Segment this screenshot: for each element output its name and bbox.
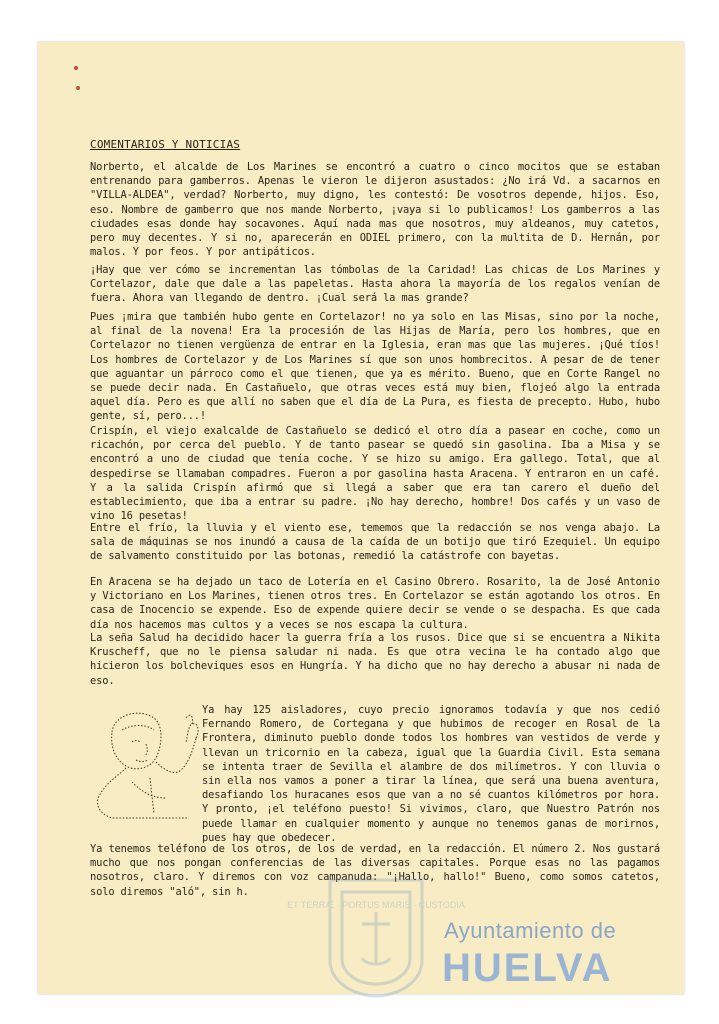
paragraph-salud: La seña Salud ha decidido hacer la guerra fría a los rusos. Dice que si se encuentra a Nikita Kruscheff, que no le piensa saludar ni nada. Es que otra vecina le ha contado algo que hicieron los bolcheviques esos en Hungría. Y ha dicho que no hay derecho a abusar ni nada de eso. xyxy=(90,632,660,687)
ink-mark xyxy=(76,86,80,90)
paragraph-crispin: Crispín, el viejo exalcalde de Castañuelo se dedicó el otro día a pasear en coche, como un ricachón, por cerca del pueblo. Y de tanto pasear se quedó sin gasolina. Iba a Misa y se encontró a uno de ciudad que tenía coche. Y se hizo su amigo. Era gallego. Total, que al despedirse se llamaban compadres. Fueron a por gasolina hasta Aracena. Y entraron en un café. Y a la salida Crispín afirmó que si llegá a saber que era tan carero el dueño del establecimiento, que iba a entrar su padre. ¡No hay derecho, hombre! Dos cafés y un vaso de vino 16 pesetas! xyxy=(90,425,660,523)
watermark-line-1: Ayuntamiento de xyxy=(444,918,617,943)
paragraph-norberto: Norberto, el alcalde de Los Marines se encontró a cuatro o cinco mocitos que se estaban entrenando para gamberros. Apenas le vieron le dijeron asustados: ¿No irá Vd. a sacarnos en "VILLA-ALDEA", verdad? Norberto, muy digno, les contestó: De vosotros depende, hijos. Eso, eso. Nombre de gamberro que nos mande Norberto, ¡vaya si lo publicamos! Los gamberros a las ciudades esas donde hay socavones. Aquí nada mas que nosotros, muy aldeanos, muy catetos, pero muy decentes. Y si no, aparecerán en ODIEL primero, con la multita de D. Hernán, por malos. Y por feos. Y por antipáticos. xyxy=(90,161,660,259)
watermark-line-2: HUELVA xyxy=(442,946,613,990)
priest-sketch-illustration xyxy=(92,702,204,822)
paragraph-loteria: En Aracena se ha dejado un taco de Lotería en el Casino Obrero. Rosarito, la de José Antonio y Victoriano en Los Marines, tienen otros tres. En Cortelazor se están agotando los otros. En casa de Inocencio se expende. Eso de expende quiere decir se vende o se despacha. Es que cada día nos hacemos mas cultos y a veces se nos escapa la cultura. xyxy=(90,576,660,631)
page-heading: COMENTARIOS Y NOTICIAS xyxy=(90,138,241,151)
paragraph-redaccion: Entre el frío, la lluvia y el viento ese, tememos que la redacción se nos venga abajo. La sala de máquinas se nos inundó a causa de la caída de un botijo que tiró Ezequiel. Un equipo de salvamento constituido por las botonas, remedió la catástrofe con bayetas. xyxy=(90,522,660,563)
paragraph-cortelazor: Pues ¡mira que también hubo gente en Cortelazor! no ya solo en las Misas, sino por la noche, al final de la novena! Era la procesión de las Hijas de María, pero los hombres, que en Cortelazor no tienen vergüenza de entrar en la Iglesia, eran mas que las mujeres. ¡Qué tíos! Los hombres de Cortelazor y de Los Marines sí que son unos hombrecitos. A pesar de de tener que aguantar un párroco como el que tienen, que ya es mérito. Bueno, que en Corte Rangel no se puede decir nada. En Castañuelo, que otras veces está muy bien, flojeó algo la entrada aquel día. Pero es que allí no saben que el día de La Pura, es fiesta de precepto. Hubo, hubo gente, sí, pero...! xyxy=(90,311,660,423)
watermark-seal-text: ET TERRÆ · PORTUS MARIS · CUSTODIA xyxy=(287,900,465,910)
ink-mark xyxy=(74,66,78,70)
paragraph-tombolas: ¡Hay que ver cómo se incrementan las tómbolas de la Caridad! Las chicas de Los Marines y Cortelazor, dale que dale a las papeletas. Hasta ahora la mayoría de los regalos venían de fuera. Ahora van llegando de dentro. ¡Cual será la mas grande? xyxy=(90,264,660,305)
paragraph-aisladores: Ya hay 125 aisladores, cuyo precio ignoramos todavía y que nos cedió Fernando Romero, de Cortegana y que hubimos de recoger en Rosal de la Frontera, diminuto pueblo donde todos los hombres van vestidos de verde y llevan un tricornio en la cabeza, igual que la Guardia Civil. Esta semana se intenta traer de Sevilla el alambre de dos milímetros. Y con lluvia o sin ella nos vamos a poner a tirar la línea, que será una buena aventura, desafiando los huracanes esos que van a no sé cuantos kilómetros por hora. Y pronto, ¡el teléfono puesto! Si vivimos, claro, que Nuestro Patrón nos puede llamar en cualquier momento y aunque no tenemos ganas de morirnos, pues hay que obedecer. xyxy=(202,704,660,844)
paragraph-telefono: Ya tenemos teléfono de los otros, de los de verdad, en la redacción. El número 2. Nos gustará mucho que nos pongan conferencias de las diversas capitales. Porque esas no las pagamos nosotros, claro. Y diremos con voz campanuda: "¡Hallo, hallo!" Bueno, como somos catetos, solo diremos "aló", sin h. xyxy=(90,843,660,898)
